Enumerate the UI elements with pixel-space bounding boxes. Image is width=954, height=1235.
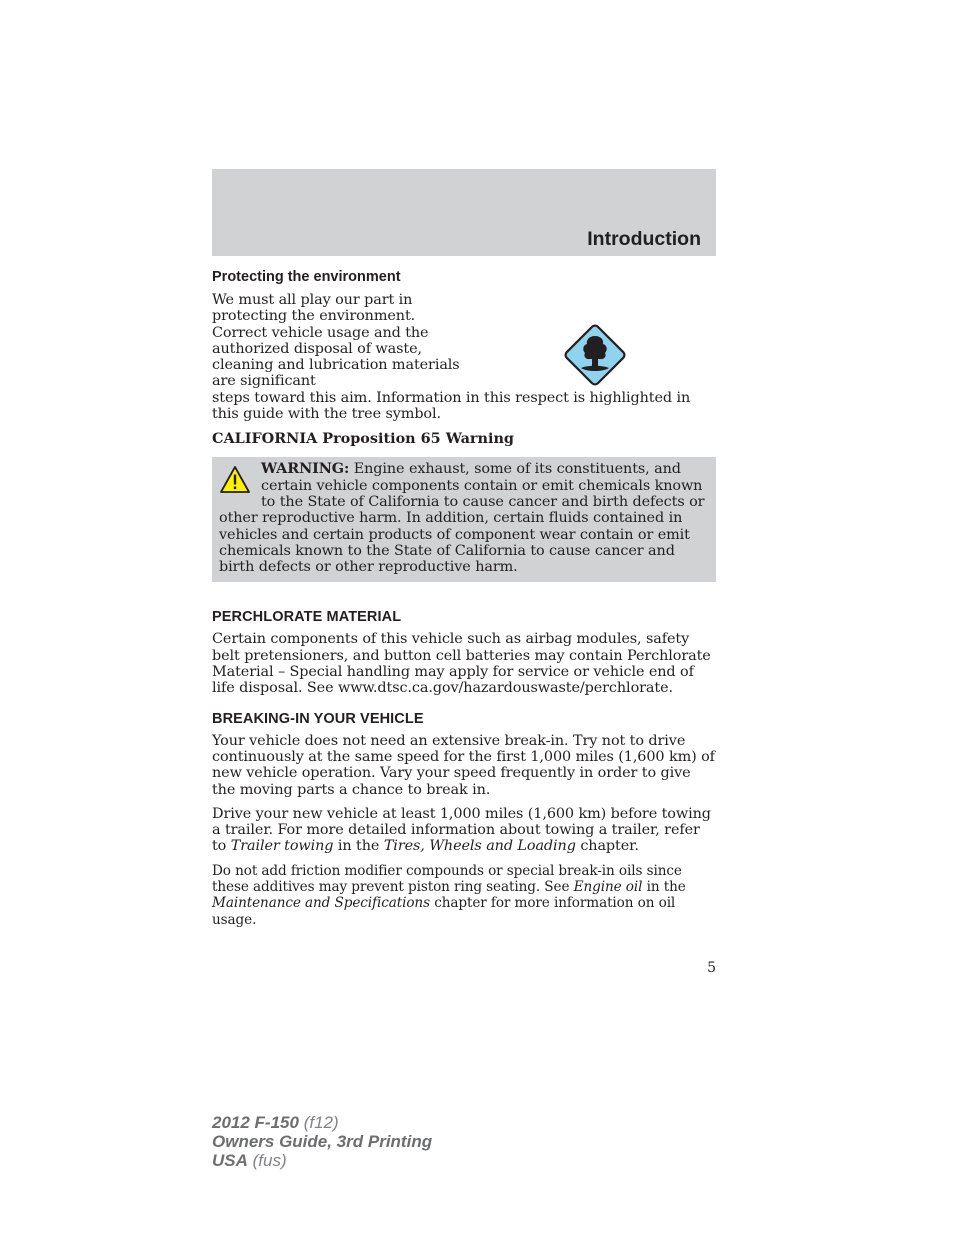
warning-box [212,457,716,582]
page-number: 5 [707,960,716,976]
breakin-p3-text: Do not add friction modifier compounds or special break-in oils since these additives may prevent piston ring seating. See [212,862,682,896]
page-content [212,268,716,936]
tree-icon [559,319,631,391]
perchlorate-text: Certain components of this vehicle such as airbag modules, safety belt pretensioners, and button cell batteries may contain Perchlorate Material – Special handling may apply for service or vehicle end of life disposal. See www.dtsc.ca.gov/hazardouswaste/perchlorate. [212,631,711,697]
footer-region: USA [212,1151,248,1170]
breakin-p2-chapter: chapter. [580,838,639,855]
warning-triangle-icon [219,465,251,495]
footer-guide: Owners Guide, 3rd Printing [212,1132,433,1151]
breakin-p3-in-the: in the [646,879,686,896]
warning-label: WARNING: [261,460,350,478]
breakin-p2-text: Drive your new vehicle at least 1,000 miles (1,600 km) before towing a trailer. For more detailed information about towing a trailer, refer to [212,805,711,855]
environment-text-bottom: steps toward this aim. Information in this respect is highlighted in this guide with the tree symbol. [212,389,691,423]
environment-text-top: We must all play our part in protecting the environment. Correct vehicle usage and the authorized disposal of waste, cleaning and lubrication materials are significant [212,292,460,390]
trailer-towing-reference: Trailer towing [230,838,334,855]
section-header-band [212,169,716,256]
environment-heading: Protecting the environment [212,269,401,285]
warning-text [219,461,708,575]
perchlorate-heading: PERCHLORATE MATERIAL [212,609,402,626]
breakin-paragraph-3 [212,863,716,928]
footer-model: 2012 F-150 [212,1113,299,1132]
breakin-heading: BREAKING-IN YOUR VEHICLE [212,710,424,727]
footer-guide-line [212,1132,432,1151]
footer-region-line [212,1151,432,1170]
maintenance-chapter-reference: Maintenance and Specifications [212,895,430,912]
document-footer [212,1113,432,1170]
breakin-p2-in-the: in the [337,838,380,855]
section-title: Introduction [587,228,701,250]
breakin-paragraph-2 [212,806,716,855]
breakin-p3-chapter: chapter for more information on oil usage. [212,895,676,928]
footer-region-code: (fus) [252,1151,287,1170]
environment-block [212,292,716,422]
california-heading: CALIFORNIA Proposition 65 Warning [212,430,514,448]
footer-model-code: (f12) [303,1113,339,1132]
tires-chapter-reference: Tires, Wheels and Loading [383,838,576,855]
engine-oil-reference: Engine oil [573,879,643,896]
breakin-paragraph-1: Your vehicle does not need an extensive break-in. Try not to drive continuously at the same speed for the first 1,000 miles (1,600 km) of new vehicle operation. Vary your speed frequently in order to give the moving parts a chance to break in. [212,732,715,798]
footer-model-line [212,1113,432,1132]
warning-body: Engine exhaust, some of its constituents, and certain vehicle components contain or emit chemicals known to the State of California to cause cancer and birth defects or other reproductive harm. In addition, certain fluids contained in vehicles and certain products of component wear contain or emit chemicals known to the State of California to cause cancer and birth defects or other reproductive harm. [219,461,705,576]
